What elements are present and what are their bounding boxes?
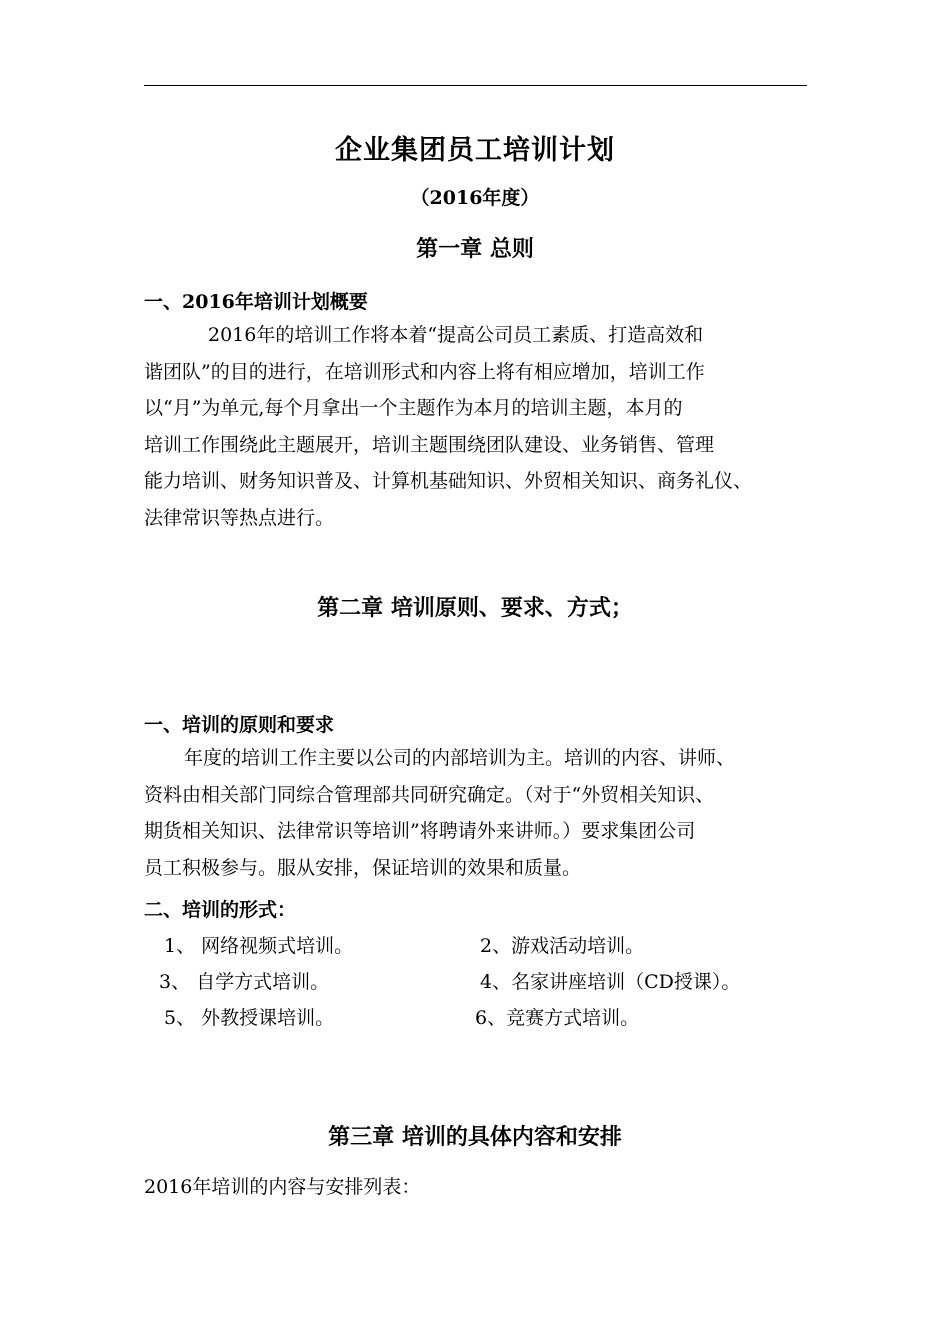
paragraph-line: 年度的培训工作主要以公司的内部培训为主。培训的内容、讲师、 xyxy=(184,747,736,769)
paragraph-line: 能力培训、财务知识普及、计算机基础知识、外贸相关知识、商务礼仪、 xyxy=(144,470,753,492)
paragraph-line: 以“月”为单元,每个月拿出一个主题作为本月的培训主题，本月的 xyxy=(144,397,683,419)
training-form-item: 1、 网络视频式培训。 xyxy=(164,935,354,957)
chapter-2-section-1-heading: 一、培训的原则和要求 xyxy=(144,714,335,736)
chapter-1-section-1-paragraph xyxy=(144,317,812,536)
chapter-2-section-2-heading: 二、培训的形式： xyxy=(144,899,297,921)
header-rule xyxy=(144,85,807,86)
chapter-2-heading: 第二章 培训原则、要求、方式； xyxy=(317,595,633,621)
paragraph-line: 法律常识等热点进行。 xyxy=(144,506,335,529)
document-title: 企业集团员工培训计划 xyxy=(335,135,615,166)
paragraph-line: 2016年的培训工作将本着“提高公司员工素质、打造高效和 xyxy=(208,324,704,346)
paragraph-line: 资料由相关部门同综合管理部共同研究确定。（对于“外贸相关知识、 xyxy=(144,783,715,806)
chapter-3-intro: 2016年培训的内容与安排列表： xyxy=(144,1176,421,1198)
training-form-item: 6、竞赛方式培训。 xyxy=(475,1007,640,1029)
training-form-item: 4、名家讲座培训（CD授课）。 xyxy=(480,971,741,993)
paragraph-line: 培训工作围绕此主题展开，培训主题围绕团队建设、业务销售、管理 xyxy=(144,433,715,456)
training-form-item: 3、 自学方式培训。 xyxy=(159,971,330,993)
chapter-1-section-1-heading: 一、2016年培训计划概要 xyxy=(144,291,368,313)
training-form-item: 5、 外教授课培训。 xyxy=(164,1007,335,1029)
training-form-item: 2、游戏活动培训。 xyxy=(480,935,645,957)
paragraph-line: 谐团队”的目的进行，在培训形式和内容上将有相应增加，培训工作 xyxy=(144,360,705,383)
paragraph-line: 期货相关知识、法律常识等培训”将聘请外来讲师。）要求集团公司 xyxy=(144,820,696,842)
paragraph-line: 员工积极参与。服从安排，保证培训的效果和质量。 xyxy=(144,856,582,879)
chapter-2-section-1-paragraph xyxy=(144,740,812,886)
chapter-3-heading: 第三章 培训的具体内容和安排 xyxy=(328,1124,622,1150)
document-subtitle: （2016年度） xyxy=(410,187,540,209)
chapter-1-heading: 第一章 总则 xyxy=(416,236,534,262)
